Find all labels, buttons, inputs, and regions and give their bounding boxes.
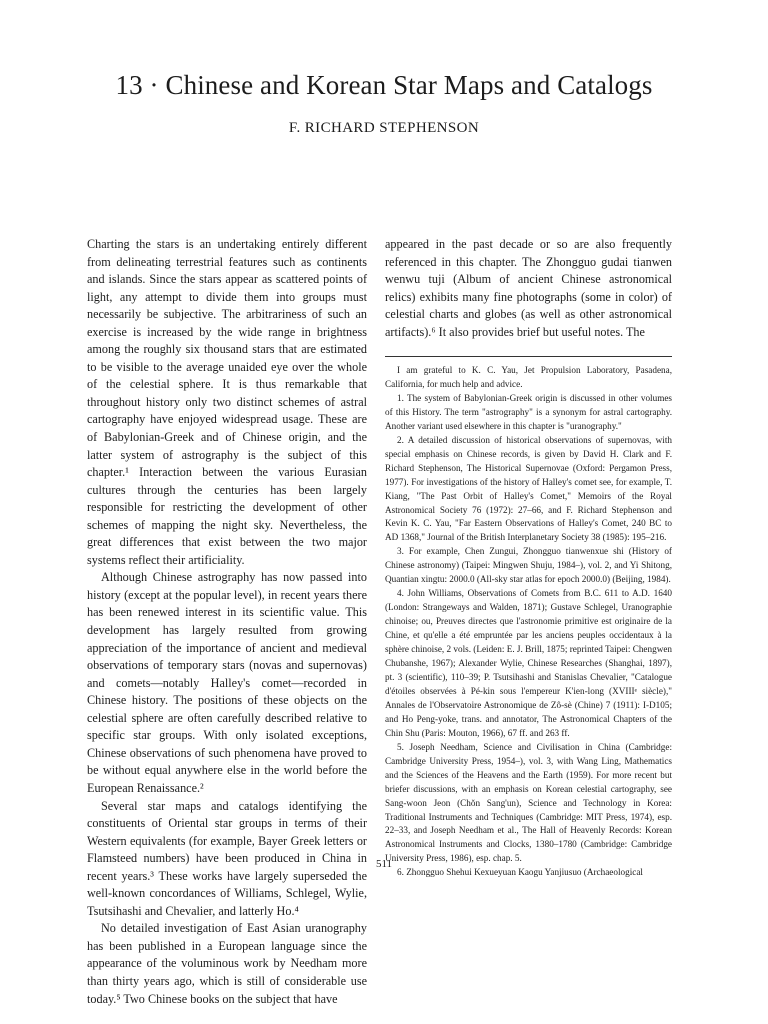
footnotes: [385, 364, 672, 880]
footnote: 6. Zhongguo Shehui Kexueyuan Kaogu Yanjiusuo (Archaeological: [397, 867, 643, 878]
body-paragraph: Several star maps and catalogs identifying the constituents of Oriental star groups in terms of their Western equivalents (for example, Bayer Greek letters or Flamsteed numbers) have been produced in China in recent years.³ These works have largely superseded the well-known concordances of Williams, Schlegel, Wylie, Tsutsihashi and Chevalier, and latterly Ho.⁴: [87, 798, 367, 918]
author-name: F. RICHARD STEPHENSON: [288, 120, 480, 136]
body-paragraph: Charting the stars is an undertaking entirely different from delineating terrestrial features such as continents and islands. Since the stars appear as scattered points of light, any attempt to divide them into groups must necessarily be subjective. The arbitrariness of such an exercise is increased by the wide range in brightness among the roughly six thousand stars that are estimated to be visible to the average unaided eye over the whole of the celestial sphere. It is thus remarkable that throughout history only two distinct schemes of astral cartography have enjoyed widespread usage. These are of Babylonian-Greek and of Chinese origin, and the latter system of astrography is the subject of this chapter.¹ Interaction between the various Eurasian cultures through the centuries has been largely responsible for restricting the development of other schemes of mapping the night sky. Nevertheless, the great differences that exist between the two major systems reflect their artificiality.: [87, 237, 367, 567]
body-paragraph: No detailed investigation of East Asian uranography has been published in a European language since the appearance of the voluminous work by Needham more than thirty years ago, which is still of considerable use today.⁵ Two Chinese books on the subject that have: [87, 921, 367, 1006]
body-paragraph: Although Chinese astrography has now passed into history (except at the popular level), in recent years there has been renewed interest in its scientific value. This development has largely resulted from growing appreciation of the importance of ancient and medieval observations of temporary stars (novas and supernovas) and comets—notably Halley's comet—recorded in Chinese history. The positions of these objects on the celestial sphere are often carefully described relative to specific star groups. With only isolated exceptions, Chinese observations of such phenomena have proved to be without equal anywhere else in the world before the European Renaissance.²: [87, 570, 367, 795]
footnote: 5. Joseph Needham, Science and Civilisation in China (Cambridge: Cambridge University Press, 1954–), vol. 3, with Wang Ling, Mathematics and the Sciences of the Heavens and the Earth (1959). For more recent but briefer discussions, with an emphasis on Korean celestial cartography, see Sang-woon Jeon (Chŏn Sang'un), Science and Technology in Korea: Traditional Instruments and Techniques (Cambridge: MIT Press, 1974), esp. 22–33, and Joseph Needham et al., The Hall of Heavenly Records: Korean Astronomical Instruments and Clocks, 1380–1780 (Cambridge: Cambridge University Press, 1986), esp. chap. 5.: [385, 741, 672, 864]
footnote: 3. For example, Chen Zungui, Zhongguo tianwenxue shi (History of Chinese astronomy) (Taipei: Mingwen Shuju, 1984–), vol. 2, and Yi Shitong, Quantian xingtu: 2000.0 (All-sky star atlas for epoch 2000.0) (Beijing, 1984).: [385, 546, 672, 585]
footnote: 1. The system of Babylonian-Greek origin is discussed in other volumes of this History. The term "astrography" is a synonym for astral cartography. Another variant used elsewhere in this chapter is "uranography.": [385, 392, 672, 431]
footnote: 2. A detailed discussion of historical observations of supernovas, with special emphasis on Chinese records, is given by David H. Clark and F. Richard Stephenson, The Historical Supernovae (Oxford: Pergamon Press, 1977). For investigations of the history of Halley's comet see, for example, T. Kiang, "The Past Orbit of Halley's Comet," Memoirs of the Royal Astronomical Society 76 (1972): 27–66, and F. Richard Stephenson and Kevin K. C. Yau, "Far Eastern Observations of Halley's Comet, 240 BC to AD 1368," Journal of the British Interplanetary Society 38 (1985): 195–216.: [385, 434, 672, 543]
footnote-divider: [385, 356, 672, 357]
footnote: I am grateful to K. C. Yau, Jet Propulsion Laboratory, Pasadena, California, for much help and advice.: [385, 365, 672, 389]
right-text-column: [385, 236, 672, 341]
page-number: 511: [375, 858, 393, 870]
body-paragraph: appeared in the past decade or so are also frequently referenced in this chapter. The Zhongguo gudai tianwen wenwu tuji (Album of ancient Chinese astronomical relics) exhibits many fine photographs (some in color) of celestial charts and globes (as well as other astronomical artifacts).⁶ It also provides brief but useful notes. The: [385, 237, 672, 339]
left-text-column: [87, 236, 367, 1008]
chapter-title: 13 · Chinese and Korean Star Maps and Catalogs: [115, 70, 653, 100]
footnote: 4. John Williams, Observations of Comets from B.C. 611 to A.D. 1640 (London: Strangeways and Walden, 1871); Gustave Schlegel, Uranographie chinoise; ou, Preuves directes que l'astronomie primitive est originaire de la Chine, et qu'elle a été empruntée par les anciens peuples occidentaux à la sphère chinoise, 2 vols. (Leiden: E. J. Brill, 1875; reprinted Taipei: Chengwen Chubanshe, 1967); Alexander Wylie, Chinese Researches (Shanghai, 1897), pt. 3 (scientific), 110–39; P. Tsutsihashi and Stanislas Chevalier, "Catalogue d'étoiles observées à Pé-kin sous l'empereur K'ien-long (XVIIIᵉ siècle)," Annales de l'Observatoire Astronomique de Zô-sè (Chine) 7 (1911): I-D105; and Ho Peng-yoke, trans. and annotator, The Astronomical Chapters of the Chin Shu (Paris: Mouton, 1966), 67 ff. and 263 ff.: [385, 588, 673, 738]
